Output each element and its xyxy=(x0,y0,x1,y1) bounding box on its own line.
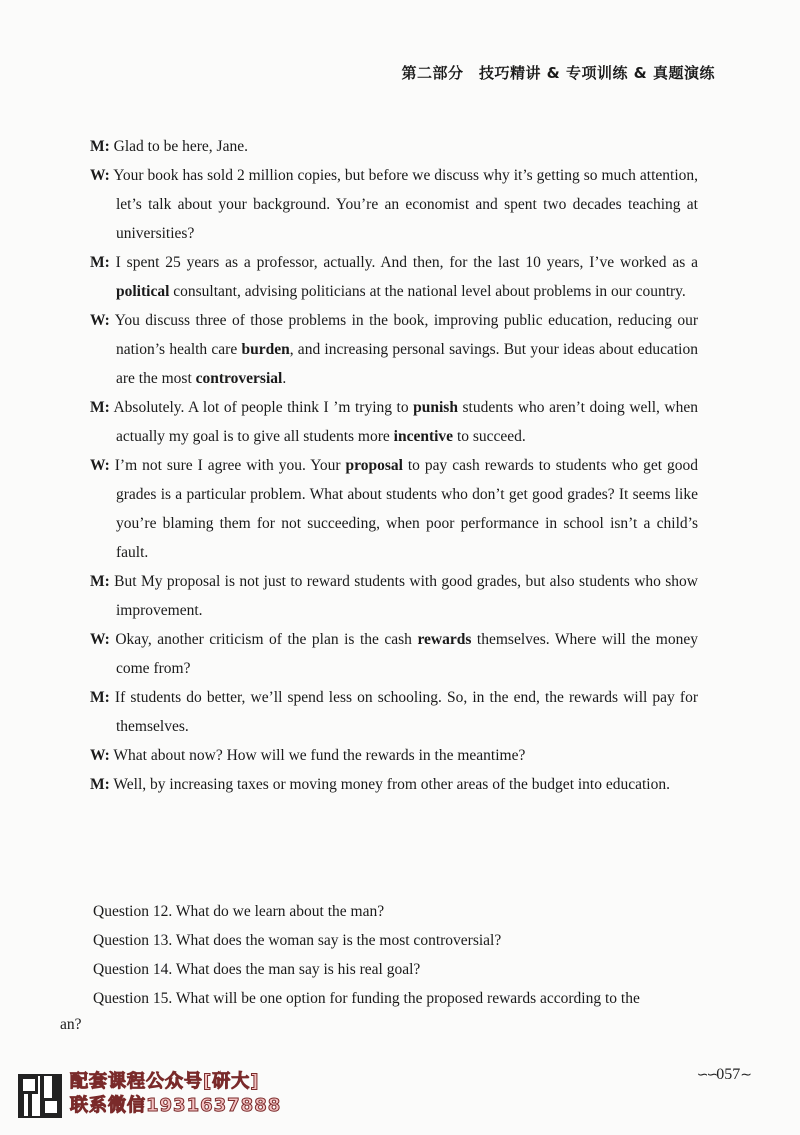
keyword: proposal xyxy=(345,457,403,474)
utterance-text: Well, by increasing taxes or moving money from other areas of the budget into education. xyxy=(109,776,670,793)
utterance-text: students who aren’t doing well, when actually my goal is to give all students more xyxy=(116,399,698,445)
speaker-label: W: xyxy=(90,312,110,329)
question-item: Question 14. What does the man say is his real goal? xyxy=(93,961,421,978)
utterance-text: themselves. Where will the money come from? xyxy=(116,631,698,677)
speaker-label: M: xyxy=(90,138,110,155)
speaker-label: M: xyxy=(90,776,110,793)
footer xyxy=(18,1068,788,1128)
utterance-text: Absolutely. A lot of people think I ’m trying to xyxy=(109,399,414,416)
page-number xyxy=(697,1066,750,1084)
dialogue-turn xyxy=(90,770,698,799)
question-item: Question 15. What will be one option for funding the proposed rewards according to the xyxy=(93,990,640,1007)
utterance-text: What about now? How will we fund the rewards in the meantime? xyxy=(109,747,526,764)
dialogue-turn xyxy=(90,248,698,306)
utterance-text: I’m not sure I agree with you. Your xyxy=(109,457,346,474)
dialogue-turn xyxy=(90,132,698,161)
dialogue-turn xyxy=(90,161,698,248)
speaker-label: W: xyxy=(90,747,110,764)
utterance-text: Glad to be here, Jane. xyxy=(109,138,248,155)
utterance-text: If students do better, we’ll spend less on schooling. So, in the end, the rewards will pay for themselves. xyxy=(109,689,698,735)
promo-line: 联系微信1931637888 xyxy=(70,1095,282,1116)
dialogue-turn xyxy=(90,683,698,741)
dialogue-turn xyxy=(90,741,698,770)
keyword: controversial xyxy=(195,370,283,387)
keyword: burden xyxy=(241,341,290,358)
utterance-text: to succeed. xyxy=(453,428,526,445)
utterance-text: to pay cash rewards to students who get good grades is a particular problem. What about students who don’t get good grades? It seems like you’re blaming them for not succeeding, when poor performance in school isn’t a child’s fault. xyxy=(116,457,698,561)
dialogue-turn xyxy=(90,393,698,451)
utterance-text: , and increasing personal savings. But your ideas about education are the most xyxy=(116,341,698,387)
dialogue-turn xyxy=(90,306,698,393)
utterance-text: I spent 25 years as a professor, actually. And then, for the last 10 years, I’ve worked as a xyxy=(109,254,698,271)
utterance-text: consultant, advising politicians at the national level about problems in our country. xyxy=(169,283,686,300)
promo-watermark xyxy=(70,1070,281,1118)
question-item: Question 12. What do we learn about the man? xyxy=(93,903,385,920)
speaker-label: W: xyxy=(90,457,110,474)
utterance-text: But My proposal is not just to reward students with good grades, but also students who show improvement. xyxy=(109,573,698,619)
speaker-label: W: xyxy=(90,631,110,648)
dialogue-transcript xyxy=(90,132,698,799)
speaker-label: M: xyxy=(90,399,110,416)
utterance-text: Your book has sold 2 million copies, but before we discuss why it’s getting so much attention, let’s talk about your background. You’re an economist and spent two decades teaching at universities? xyxy=(109,167,698,242)
keyword: rewards xyxy=(417,631,472,648)
utterance-text: Okay, another criticism of the plan is the cash xyxy=(109,631,418,648)
question-item: Question 13. What does the woman say is the most controversial? xyxy=(93,932,502,949)
dialogue-turn xyxy=(90,451,698,567)
speaker-label: W: xyxy=(90,167,110,184)
question-list xyxy=(93,897,699,1013)
utterance-text: You discuss three of those problems in the book, improving public education, reducing our nation’s health care xyxy=(109,312,698,358)
wave-ornament-icon: ∼ xyxy=(740,1068,750,1083)
question-continuation: an? xyxy=(60,1016,82,1033)
dialogue-turn xyxy=(90,567,698,625)
page-number-value: 057 xyxy=(716,1066,741,1083)
wave-ornament-icon: ∽∽ xyxy=(696,1068,717,1083)
dialogue-turn xyxy=(90,625,698,683)
section-header: 第二部分 技巧精讲 & 专项训练 & 真题演练 xyxy=(401,64,715,82)
speaker-label: M: xyxy=(90,573,110,590)
keyword: incentive xyxy=(393,428,454,445)
speaker-label: M: xyxy=(90,689,110,706)
keyword: political xyxy=(116,283,170,300)
keyword: punish xyxy=(413,399,458,416)
qr-code-icon xyxy=(18,1074,62,1118)
utterance-text: . xyxy=(282,370,287,387)
promo-line: 配套课程公众号[研大] xyxy=(70,1071,260,1092)
speaker-label: M: xyxy=(90,254,110,271)
